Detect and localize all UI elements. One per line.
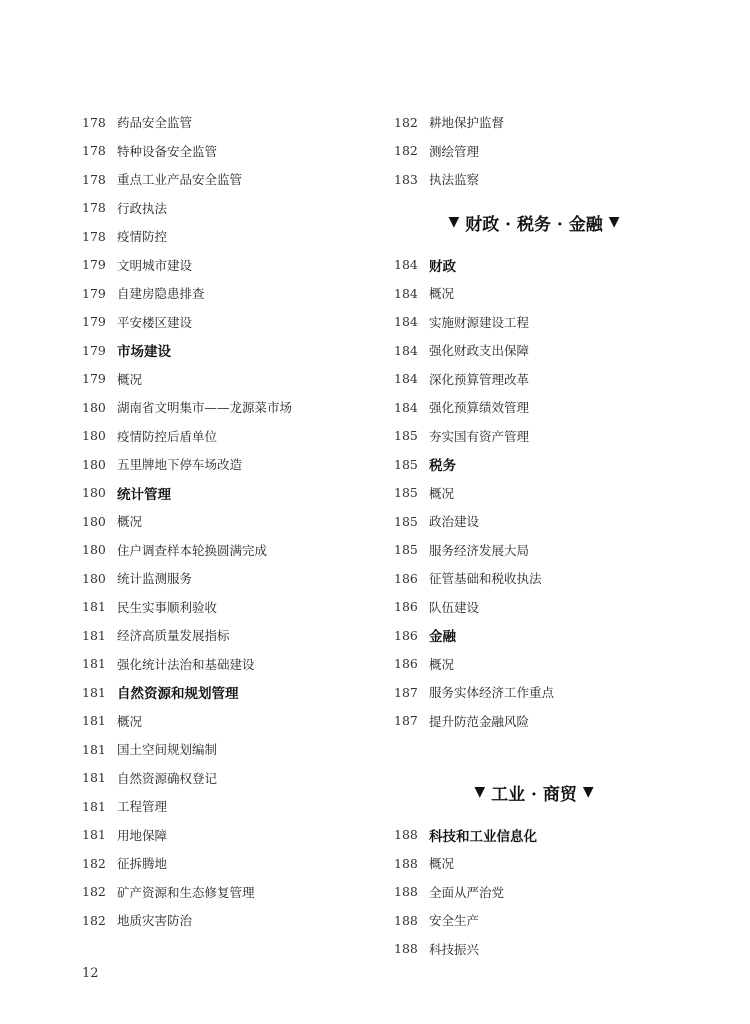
toc-entry: [82, 849, 382, 878]
toc-entry: [82, 564, 382, 593]
toc-page-number: 182: [394, 143, 418, 159]
toc-page-number: 186: [394, 570, 418, 586]
toc-title: 统计监测服务: [117, 571, 193, 587]
toc-entry: [394, 108, 694, 137]
toc-page-number: 185: [394, 513, 418, 529]
toc-title: 地质灾害防治: [117, 913, 193, 929]
toc-page-number: 178: [82, 114, 106, 130]
toc-page-number: 180: [82, 485, 106, 501]
triangle-down-icon: ▼: [582, 784, 594, 800]
toc-page-number: 179: [82, 314, 106, 330]
toc-page-number: 180: [82, 456, 106, 472]
toc-page-number: 180: [82, 513, 106, 529]
toc-entry: [394, 536, 694, 565]
toc-title: 矿产资源和生态修复管理: [117, 884, 255, 900]
toc-page-number: 179: [82, 257, 106, 273]
toc-entry: [82, 650, 382, 679]
toc-entry: [82, 735, 382, 764]
toc-page-number: 179: [82, 285, 106, 301]
triangle-down-icon: ▼: [608, 214, 620, 230]
toc-entry: [82, 165, 382, 194]
toc-title: 自建房隐患排查: [117, 286, 205, 302]
toc-page-number: 182: [82, 884, 106, 900]
toc-entry: [82, 621, 382, 650]
category-heading-industry: [394, 764, 694, 821]
toc-entry: [82, 279, 382, 308]
toc-title: 概况: [429, 485, 455, 501]
page-number: 12: [82, 966, 99, 981]
toc-entry: [394, 479, 694, 508]
toc-title: 财政: [429, 258, 456, 275]
toc-page-number: 185: [394, 542, 418, 558]
toc-title: 执法监察: [429, 172, 480, 188]
toc-page-number: 187: [394, 713, 418, 729]
toc-entry: [394, 564, 694, 593]
toc-title: 征拆腾地: [117, 856, 168, 872]
toc-page-number: 188: [394, 884, 418, 900]
toc-section-heading: [82, 678, 382, 707]
toc-page-number: 181: [82, 656, 106, 672]
triangle-down-icon: ▼: [474, 784, 486, 800]
toc-entry: [82, 536, 382, 565]
toc-title: 强化财政支出保障: [429, 343, 530, 359]
toc-page-number: 188: [394, 827, 418, 843]
toc-page-number: 188: [394, 855, 418, 871]
toc-title: 特种设备安全监管: [117, 143, 218, 159]
toc-page-number: 185: [394, 485, 418, 501]
toc-title: 强化预算绩效管理: [429, 400, 530, 416]
toc-page-number: 181: [82, 627, 106, 643]
toc-entry: [82, 792, 382, 821]
toc-page-number: 184: [394, 399, 418, 415]
toc-title: 文明城市建设: [117, 257, 193, 273]
toc-page-number: 185: [394, 456, 418, 472]
toc-title: 全面从严治党: [429, 884, 505, 900]
toc-title: 概况: [429, 656, 455, 672]
toc-page-number: 181: [82, 741, 106, 757]
toc-page-number: 180: [82, 399, 106, 415]
toc-entry: [82, 365, 382, 394]
toc-page-number: 182: [394, 114, 418, 130]
toc-title: 科技和工业信息化: [429, 828, 537, 845]
toc-entry: [82, 422, 382, 451]
toc-page-number: 178: [82, 228, 106, 244]
toc-page-number: 179: [82, 342, 106, 358]
toc-title: 概况: [117, 371, 143, 387]
toc-title: 提升防范金融风险: [429, 713, 530, 729]
toc-page-number: 181: [82, 770, 106, 786]
toc-title: 五里牌地下停车场改造: [117, 457, 243, 473]
toc-title: 国土空间规划编制: [117, 742, 218, 758]
toc-entry: [82, 450, 382, 479]
toc-title: 疫情防控: [117, 229, 168, 245]
toc-page-number: 186: [394, 599, 418, 615]
toc-entry: [82, 393, 382, 422]
toc-section-heading: [394, 821, 694, 850]
toc-entry: [394, 906, 694, 935]
toc-title: 征管基础和税收执法: [429, 571, 542, 587]
toc-section-heading: [394, 450, 694, 479]
toc-entry: [82, 878, 382, 907]
toc-entry: [82, 593, 382, 622]
category-title: 工业 · 商贸: [491, 784, 577, 805]
toc-entry: [394, 279, 694, 308]
toc-page-number: 178: [82, 143, 106, 159]
toc-page-number: 179: [82, 371, 106, 387]
toc-entry: [394, 165, 694, 194]
toc-title: 自然资源确权登记: [117, 770, 218, 786]
toc-title: 概况: [117, 514, 143, 530]
toc-page-number: 184: [394, 314, 418, 330]
toc-entry: [394, 650, 694, 679]
toc-page-number: 184: [394, 342, 418, 358]
toc-title: 行政执法: [117, 200, 168, 216]
toc-title: 疫情防控后盾单位: [117, 428, 218, 444]
toc-entry: [82, 906, 382, 935]
toc-right-column: [394, 108, 694, 963]
toc-page-number: 184: [394, 371, 418, 387]
toc-entry: [394, 678, 694, 707]
toc-entry: [394, 849, 694, 878]
toc-page-number: 184: [394, 285, 418, 301]
toc-entry: [394, 707, 694, 736]
toc-entry: [394, 878, 694, 907]
toc-title: 工程管理: [117, 799, 168, 815]
toc-entry: [82, 194, 382, 223]
toc-page-number: 182: [82, 912, 106, 928]
toc-title: 金融: [429, 629, 456, 646]
toc-title: 科技振兴: [429, 941, 480, 957]
toc-entry: [394, 393, 694, 422]
toc-entry: [394, 422, 694, 451]
toc-page-number: 180: [82, 428, 106, 444]
toc-page-number: 178: [82, 171, 106, 187]
toc-page-number: 181: [82, 684, 106, 700]
toc-entry: [82, 707, 382, 736]
toc-title: 税务: [429, 458, 456, 475]
toc-page-number: 180: [82, 542, 106, 558]
toc-page-number: 181: [82, 599, 106, 615]
toc-title: 民生实事顺利验收: [117, 599, 218, 615]
toc-entry: [82, 308, 382, 337]
toc-title: 实施财源建设工程: [429, 314, 530, 330]
toc-title: 服务经济发展大局: [429, 542, 530, 558]
toc-page-number: 178: [82, 200, 106, 216]
toc-title: 用地保障: [117, 827, 168, 843]
toc-page-number: 184: [394, 257, 418, 273]
toc-entry: [82, 821, 382, 850]
toc-entry: [82, 222, 382, 251]
toc-page-number: 186: [394, 627, 418, 643]
toc-page-number: 187: [394, 684, 418, 700]
toc-entry: [82, 108, 382, 137]
toc-title: 湖南省文明集市——龙源菜市场: [117, 400, 293, 416]
toc-section-heading: [394, 251, 694, 280]
toc-entry: [394, 935, 694, 964]
toc-entry: [394, 137, 694, 166]
toc-page-number: 186: [394, 656, 418, 672]
toc-page-number: 185: [394, 428, 418, 444]
toc-title: 测绘管理: [429, 143, 480, 159]
toc-page-number: 181: [82, 713, 106, 729]
toc-title: 队伍建设: [429, 599, 480, 615]
toc-page-number: 181: [82, 798, 106, 814]
toc-page-number: 183: [394, 171, 418, 187]
category-heading-finance: [394, 194, 694, 251]
toc-page-number: 182: [82, 855, 106, 871]
toc-title: 统计管理: [117, 486, 171, 503]
toc-entry: [82, 764, 382, 793]
toc-entry: [394, 336, 694, 365]
toc-title: 服务实体经济工作重点: [429, 685, 555, 701]
toc-title: 概况: [117, 713, 143, 729]
toc-entry: [82, 137, 382, 166]
toc-entry: [394, 593, 694, 622]
toc-title: 深化预算管理改革: [429, 371, 530, 387]
toc-entry: [82, 251, 382, 280]
toc-section-heading: [82, 336, 382, 365]
toc-title: 经济高质量发展指标: [117, 628, 230, 644]
toc-page-number: 180: [82, 570, 106, 586]
toc-page-number: 188: [394, 941, 418, 957]
toc-title: 药品安全监管: [117, 115, 193, 131]
triangle-down-icon: ▼: [448, 214, 460, 230]
toc-title: 住户调查样本轮换圆满完成: [117, 542, 268, 558]
toc-title: 安全生产: [429, 913, 480, 929]
toc-entry: [394, 308, 694, 337]
toc-entry: [394, 507, 694, 536]
toc-left-column: [82, 108, 382, 935]
toc-title: 概况: [429, 286, 455, 302]
toc-title: 自然资源和规划管理: [117, 686, 239, 703]
toc-entry: [394, 365, 694, 394]
toc-title: 夯实国有资产管理: [429, 428, 530, 444]
toc-title: 概况: [429, 856, 455, 872]
toc-title: 市场建设: [117, 344, 171, 361]
toc-title: 重点工业产品安全监管: [117, 172, 243, 188]
toc-title: 平安楼区建设: [117, 314, 193, 330]
toc-title: 政治建设: [429, 514, 480, 530]
toc-title: 耕地保护监督: [429, 115, 505, 131]
toc-section-heading: [82, 479, 382, 508]
toc-title: 强化统计法治和基础建设: [117, 656, 255, 672]
category-title: 财政 · 税务 · 金融: [465, 214, 603, 235]
toc-entry: [82, 507, 382, 536]
toc-section-heading: [394, 621, 694, 650]
toc-page-number: 188: [394, 912, 418, 928]
toc-page-number: 181: [82, 827, 106, 843]
